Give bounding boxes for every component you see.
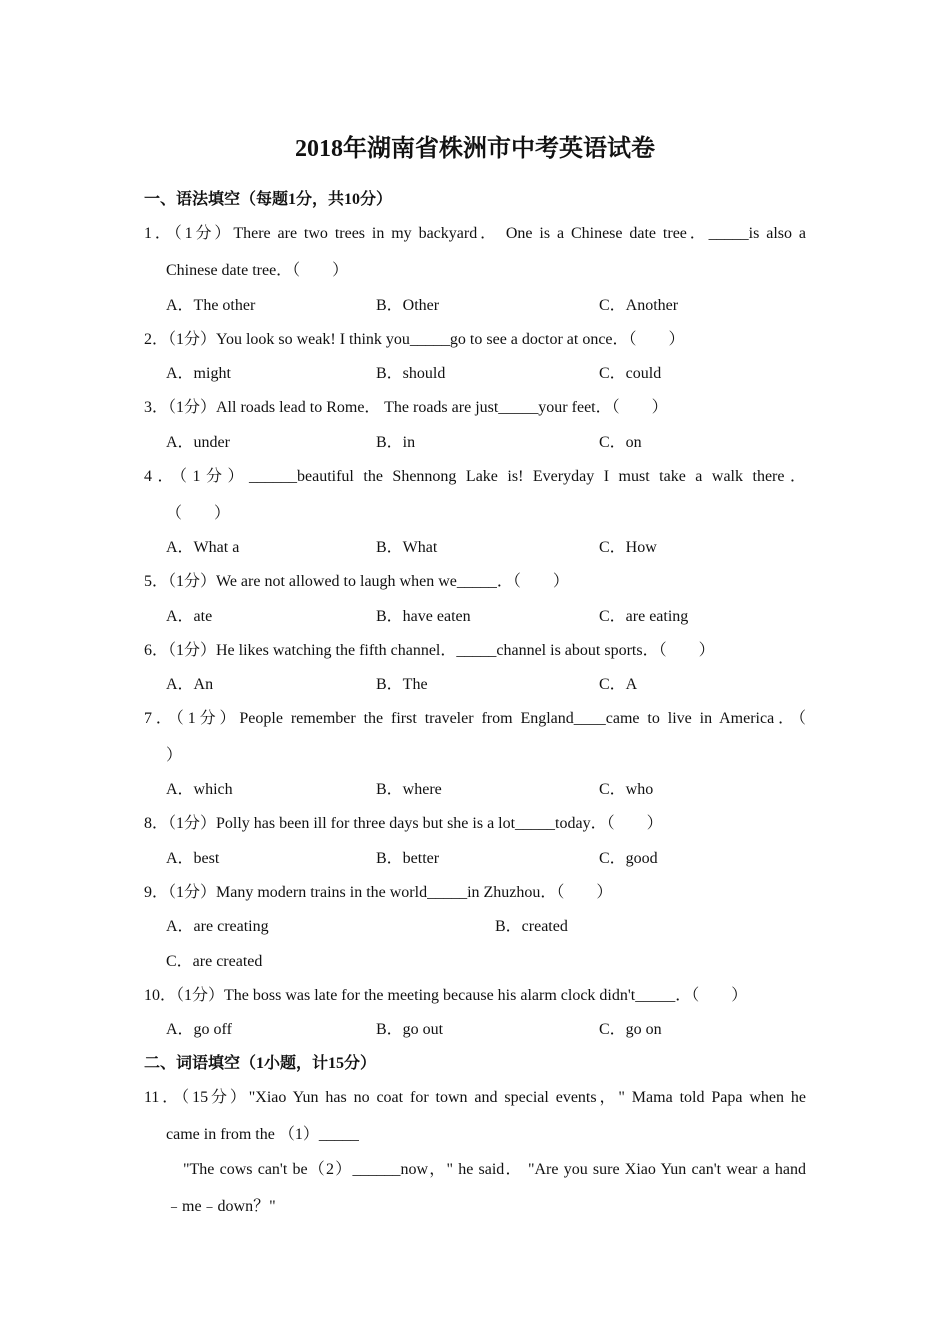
question-2-option-b[interactable]: B．should — [376, 365, 446, 382]
page-title: 2018年湖南省株洲市中考英语试卷 — [295, 136, 655, 162]
question-9-option-a[interactable]: A．are creating — [166, 918, 269, 935]
question-7-stem-cont: ） — [166, 747, 183, 764]
question-4-option-a[interactable]: A．What a — [166, 539, 240, 556]
question-2-stem: 2．（1分）You look so weak! I think you_____go to see a doctor at once．（ ） — [144, 331, 685, 348]
question-5-stem: 5．（1分）We are not allowed to laugh when we_____．（ ） — [144, 573, 569, 590]
question-4-stem: 4．（1分）______beautiful the Shennong Lake is! Everyday I must take a walk there． — [144, 468, 806, 485]
question-4-option-b[interactable]: B．What — [376, 539, 438, 556]
question-10-option-b[interactable]: B．go out — [376, 1021, 444, 1038]
question-4-option-c[interactable]: C．How — [599, 539, 657, 556]
section-1-heading: 一、语法填空（每题1分，共10分） — [144, 191, 393, 208]
question-5-option-b[interactable]: B．have eaten — [376, 608, 471, 625]
question-6-stem: 6．（1分）He likes watching the fifth channel．_____channel is about sports．（ ） — [144, 642, 715, 659]
question-10-option-c[interactable]: C．go on — [599, 1021, 662, 1038]
question-3-option-c[interactable]: C．on — [599, 434, 642, 451]
question-1-option-b[interactable]: B．Other — [376, 297, 440, 314]
question-9-stem: 9．（1分）Many modern trains in the world_____in Zhuzhou．（ ） — [144, 884, 613, 901]
question-11-stem: 11．（15分）"Xiao Yun has no coat for town and special events，" Mama told Papa when he — [144, 1089, 806, 1106]
question-5-option-a[interactable]: A．ate — [166, 608, 213, 625]
question-2-option-c[interactable]: C．could — [599, 365, 662, 382]
question-7-stem: 7．（1分）People remember the first traveler from England____came to live in America．（ — [144, 710, 806, 727]
question-11-stem-cont: came in from the （1）_____ — [166, 1126, 359, 1143]
question-7-option-a[interactable]: A．which — [166, 781, 233, 798]
question-10-stem: 10．（1分）The boss was late for the meeting because his alarm clock didn't_____．（ ） — [144, 987, 748, 1004]
question-4-stem-cont: （ ） — [166, 505, 231, 522]
question-9-option-b[interactable]: B．created — [495, 918, 568, 935]
question-6-option-b[interactable]: B．The — [376, 676, 428, 693]
question-11-paragraph-2: "The cows can't be（2）______now，" he said． "Are you sure Xiao Yun can't wear a hand — [183, 1161, 806, 1178]
question-8-stem: 8．（1分）Polly has been ill for three days but she is a lot_____today．（ ） — [144, 815, 663, 832]
question-7-option-b[interactable]: B．where — [376, 781, 442, 798]
question-3-option-a[interactable]: A．under — [166, 434, 230, 451]
question-8-option-a[interactable]: A．best — [166, 850, 220, 867]
question-3-stem: 3．（1分）All roads lead to Rome． The roads are just_____your feet．（ ） — [144, 399, 668, 416]
question-3-option-b[interactable]: B．in — [376, 434, 416, 451]
question-8-option-c[interactable]: C．good — [599, 850, 658, 867]
question-1-option-c[interactable]: C．Another — [599, 297, 679, 314]
question-8-option-b[interactable]: B．better — [376, 850, 440, 867]
question-1-stem: 1．（1分）There are two trees in my backyard． One is a Chinese date tree．_____is also a — [144, 225, 806, 242]
question-1-stem-cont: Chinese date tree．（ ） — [166, 262, 349, 279]
question-11-paragraph-2-cont: ﹣me﹣down？" — [166, 1198, 276, 1215]
question-6-option-c[interactable]: C．A — [599, 676, 638, 693]
question-7-option-c[interactable]: C．who — [599, 781, 654, 798]
question-1-option-a[interactable]: A．The other — [166, 297, 256, 314]
question-10-option-a[interactable]: A．go off — [166, 1021, 232, 1038]
section-2-heading: 二、词语填空（1小题，计15分） — [144, 1055, 377, 1072]
question-5-option-c[interactable]: C．are eating — [599, 608, 689, 625]
question-6-option-a[interactable]: A．An — [166, 676, 214, 693]
question-2-option-a[interactable]: A．might — [166, 365, 231, 382]
question-9-option-c[interactable]: C．are created — [166, 953, 263, 970]
